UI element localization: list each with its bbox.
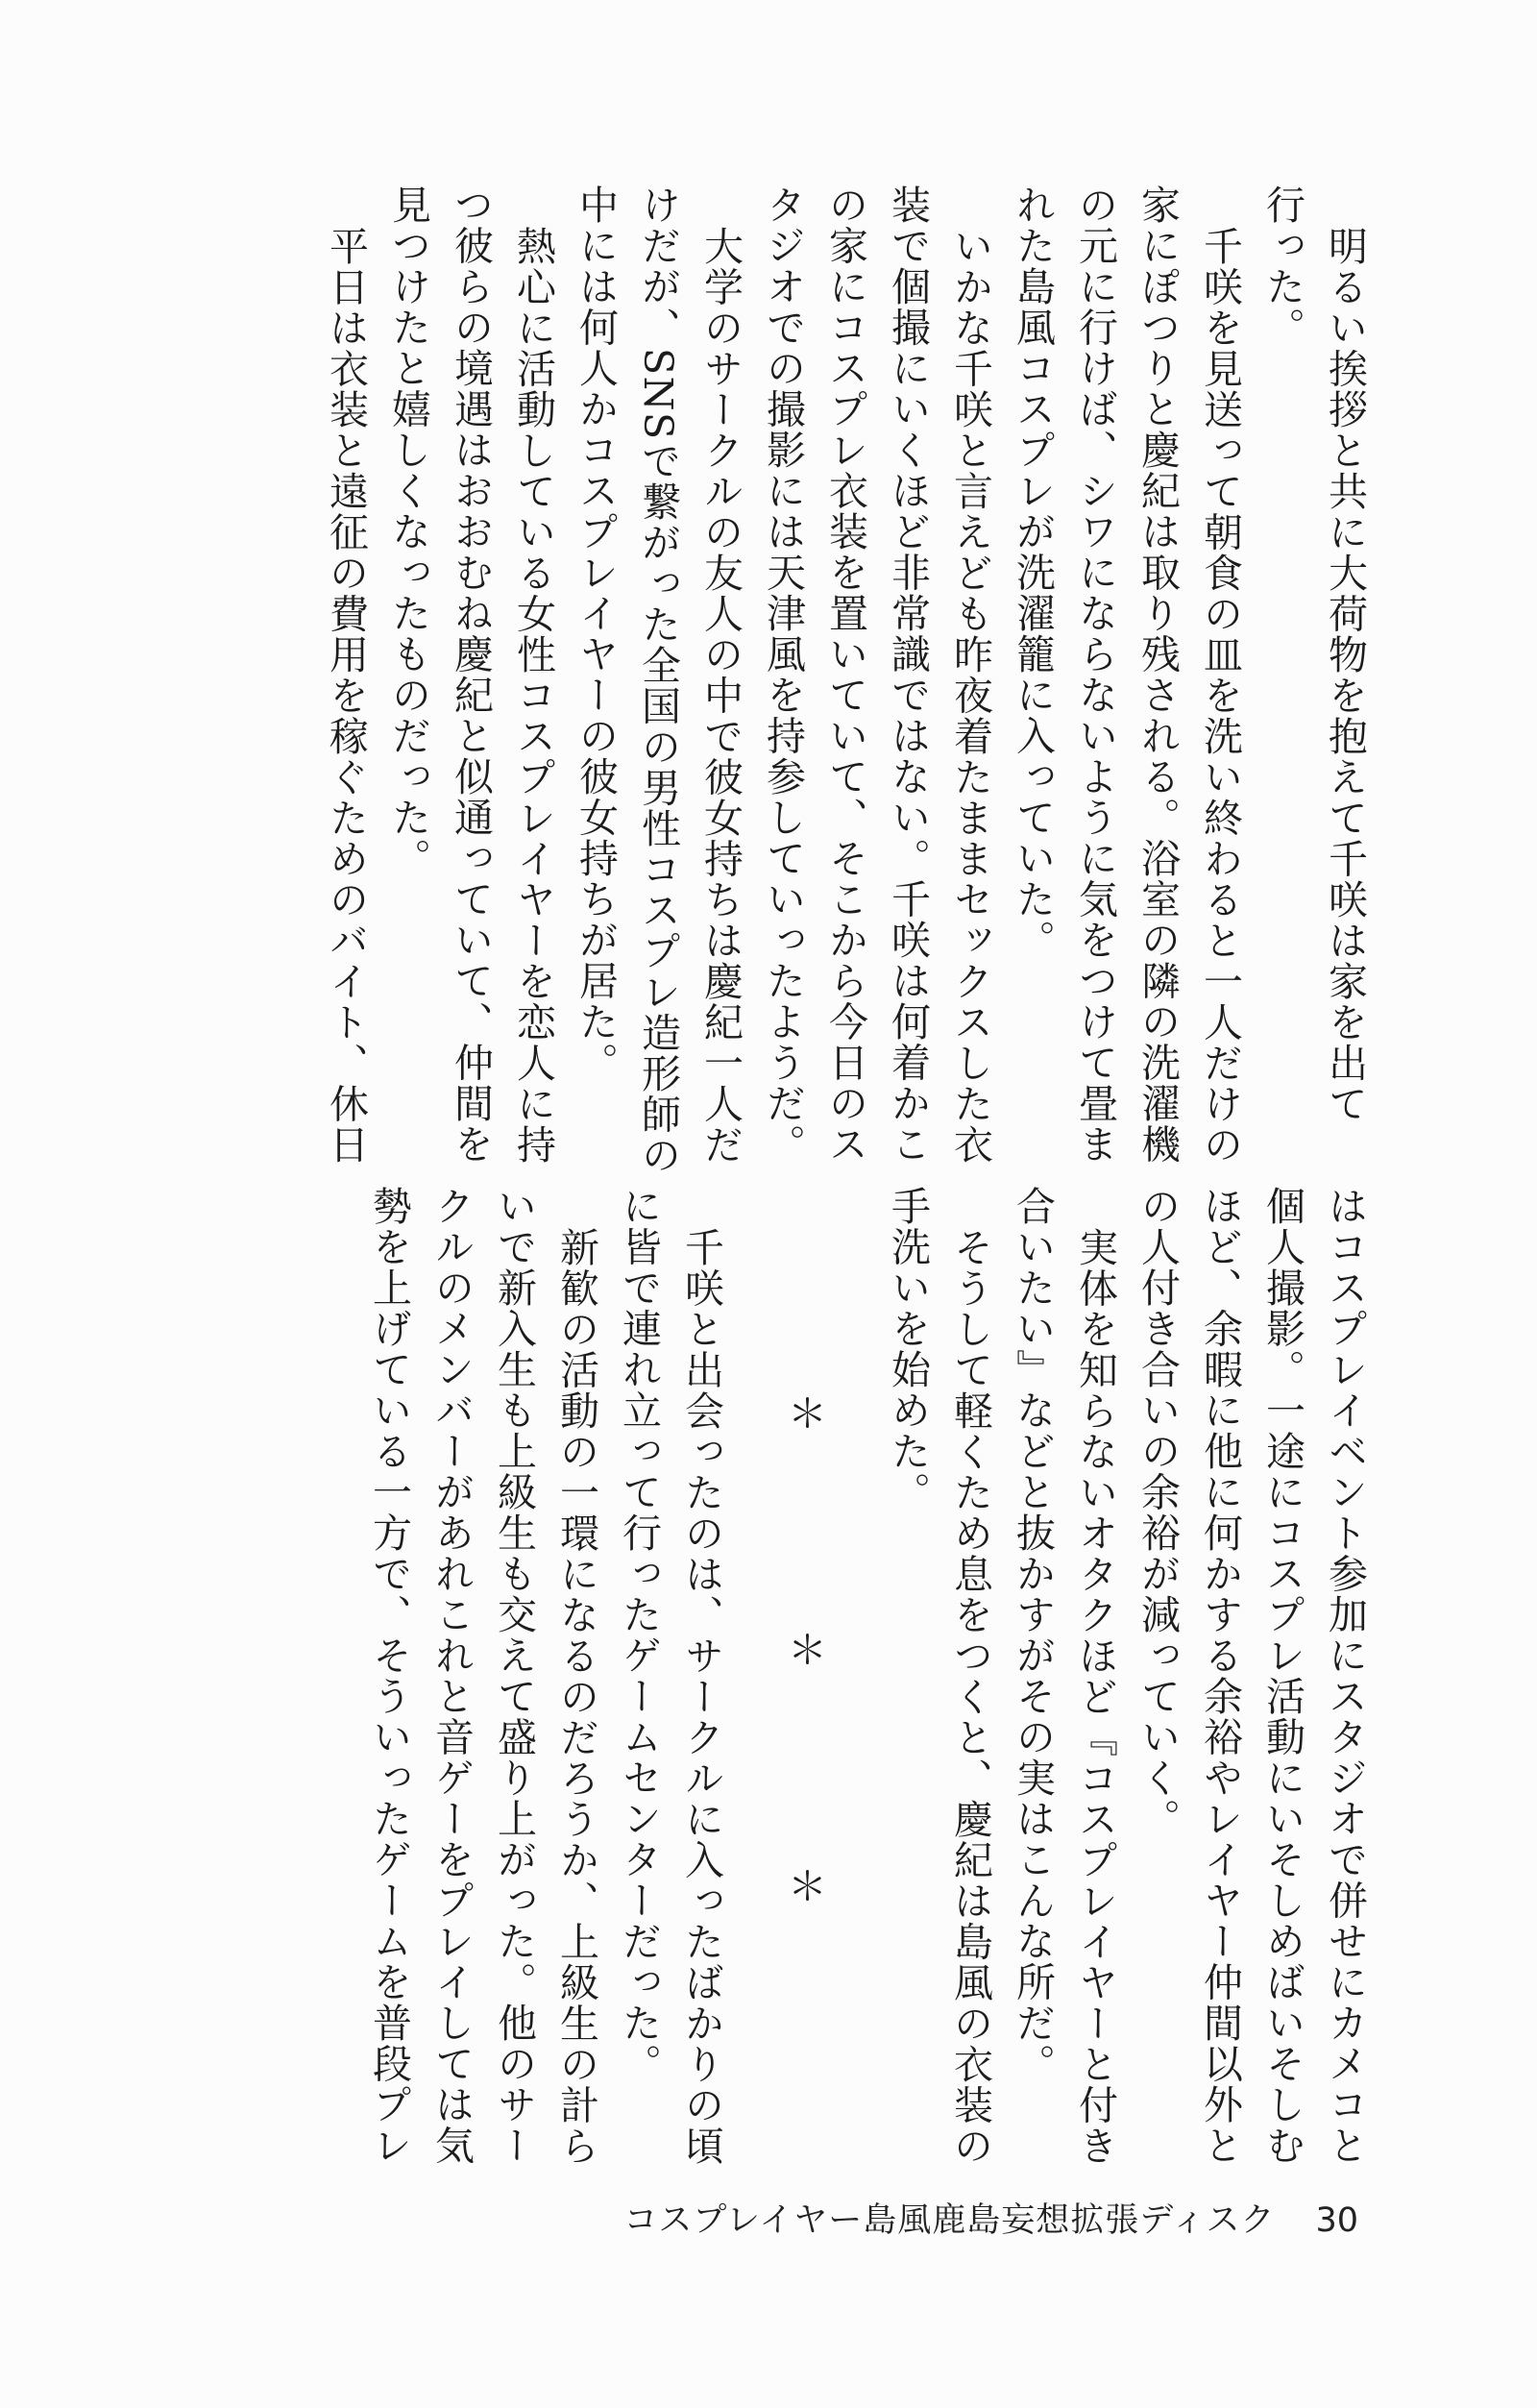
- text-line: に皆で連れ立って行ったゲームセンターだった。: [616, 1186, 662, 2084]
- text-line: はコスプレイベント参加にスタジオで併せにカメコと: [1322, 1186, 1368, 2166]
- text-line: 明るい挨拶と共に大荷物を抱えて千咲は家を出て: [1322, 226, 1368, 1124]
- text-line: れた島風コスプレが洗濯籠に入っていた。: [1010, 184, 1056, 961]
- text-block-top: [314, 184, 1376, 1189]
- text-line: つ彼らの境遇はおおむね慶紀と似通っていて、仲間を: [448, 184, 494, 1165]
- text-line: 個人撮影。一途にコスプレ活動にいそしめばいそしむ: [1259, 1186, 1305, 2166]
- text-block-bottom: [357, 1186, 1376, 2190]
- text-line: 勢を上げている一方で、そういったゲームを普段プレ: [366, 1186, 412, 2166]
- text-line: 千咲と出会ったのは、サークルに入ったばかりの頃: [678, 1227, 724, 2167]
- text-line: 千咲を見送って朝食の皿を洗い終わると一人だけの: [1197, 226, 1243, 1166]
- footer-title: コスプレイヤー島風鹿島妄想拡張ディスク: [623, 2201, 1276, 2240]
- text-line: いかな千咲と言えども昨夜着たままセックスした衣: [947, 226, 993, 1166]
- text-line: けだが、SNSで繋がった全国の男性コスプレ造形師の: [635, 184, 681, 1176]
- text-line: 熱心に活動している女性コスプレイヤーを恋人に持: [510, 226, 556, 1166]
- text-line: 実体を知らないオタクほど『コスプレイヤーと付き: [1072, 1227, 1118, 2167]
- text-line: 合いたい』などと抜かすがその実はこんな所だ。: [1010, 1186, 1056, 2084]
- text-line: の家にコスプレ衣装を置いていて、そこから今日のス: [822, 184, 868, 1165]
- text-line: の人付き合いの余裕が減っていく。: [1134, 1186, 1181, 1839]
- text-line: ほど、余暇に他に何かする余裕やレイヤー仲間以外と: [1197, 1186, 1243, 2166]
- page-footer: [623, 2194, 1358, 2242]
- text-line: 中には何人かコスプレイヤーの彼女持ちが居た。: [573, 184, 619, 1083]
- text-line: 家にぽつりと慶紀は取り残される。浴室の隣の洗濯機: [1134, 184, 1181, 1165]
- text-line: そうして軽くため息をつくと、慶紀は島風の衣装の: [947, 1227, 993, 2167]
- text-line: タジオでの撮影には天津風を持参していったようだ。: [760, 184, 806, 1165]
- page-number: 30: [1315, 2201, 1358, 2240]
- text-line: クルのメンバーがあれこれと音ゲーをプレイしては気: [428, 1186, 475, 2166]
- text-line: 平日は衣装と遠征の費用を稼ぐためのバイト、休日: [323, 226, 369, 1166]
- text-line: 新歓の活動の一環になるのだろうか、上級生の計ら: [553, 1227, 599, 2167]
- text-line: 装で個撮にいくほど非常識ではない。千咲は何着かこ: [885, 184, 931, 1165]
- text-line: の元に行けば、シワにならないように気をつけて畳ま: [1072, 184, 1118, 1165]
- text-line: 大学のサークルの友人の中で彼女持ちは慶紀一人だ: [697, 226, 744, 1166]
- text-line: いで新入生も上級生も交えて盛り上がった。他のサー: [491, 1186, 537, 2166]
- text-line: 行った。: [1259, 184, 1305, 348]
- text-line: 見つけたと嬉しくなったものだった。: [385, 184, 431, 879]
- section-separator: ＊＊＊: [781, 1392, 827, 2101]
- text-line: 手洗いを始めた。: [885, 1186, 931, 1512]
